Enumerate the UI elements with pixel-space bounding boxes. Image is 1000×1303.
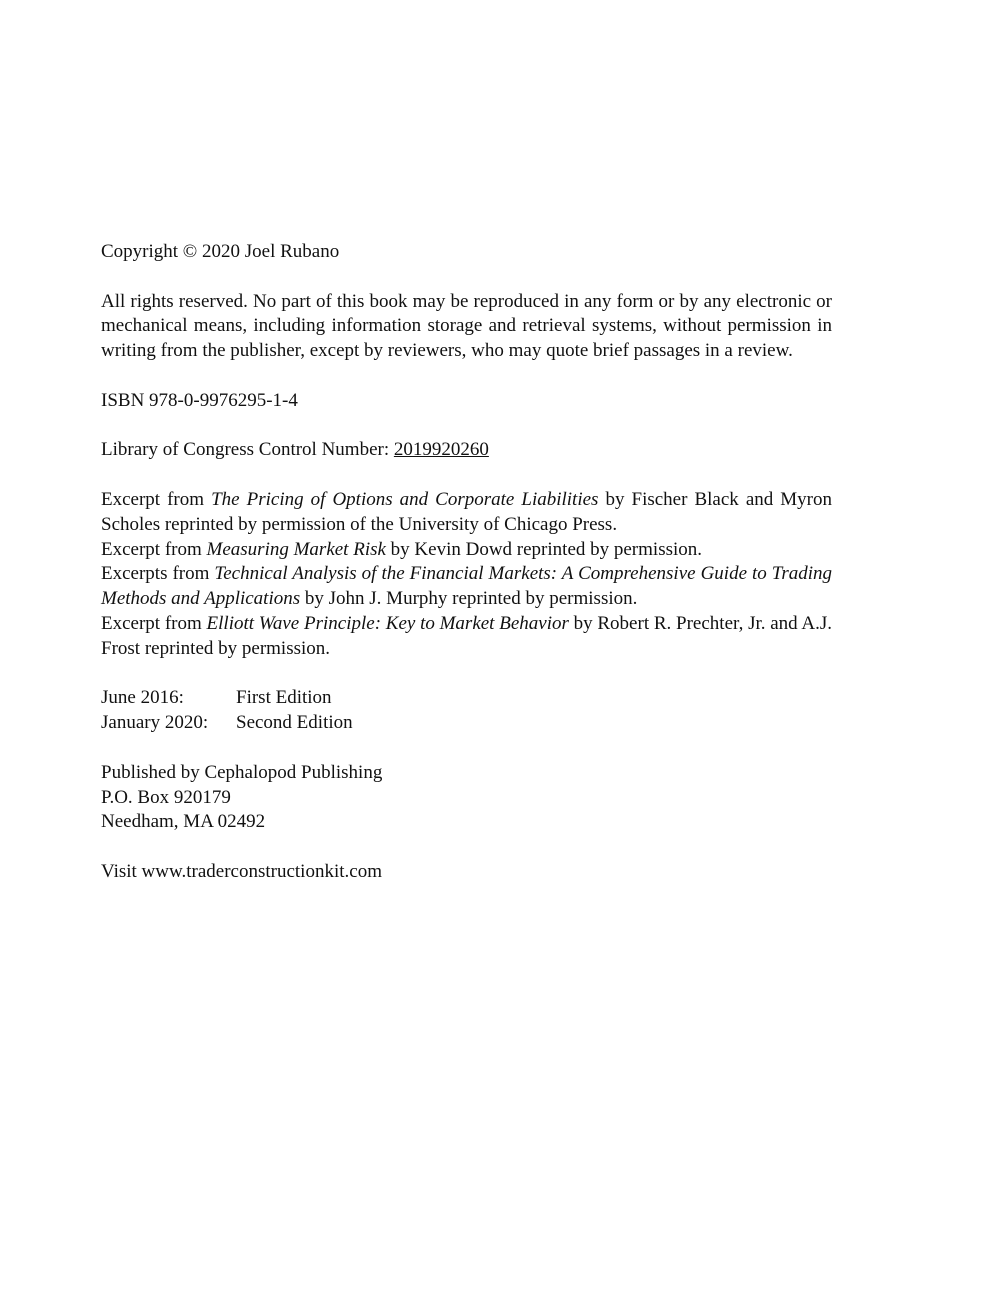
excerpt-suffix: by Robert R. Prechter, Jr. and A.J. Frost reprinted by permission. [101, 612, 833, 659]
edition-name: First Edition [236, 687, 332, 709]
excerpt-prefix: Excerpt from [101, 488, 212, 510]
excerpt-prefix: Excerpts from [101, 563, 215, 585]
publisher-pobox: P.O. Box 920179 [101, 786, 231, 808]
publisher-city: Needham, MA 02492 [101, 811, 266, 833]
excerpt-title: Measuring Market Risk [206, 538, 386, 560]
copyright-line: Copyright © 2020 Joel Rubano [101, 241, 340, 262]
edition-name: Second Edition [236, 712, 353, 734]
excerpt-item [101, 488, 832, 538]
excerpt-prefix: Excerpt from [101, 612, 207, 634]
loc-label: Library of Congress Control Number: [101, 439, 394, 461]
excerpt-item [101, 538, 832, 563]
excerpt-item [101, 612, 832, 662]
loc-number-link[interactable]: 2019920260 [393, 439, 489, 461]
edition-date: January 2020: [101, 712, 209, 734]
visit-line: Visit www.traderconstructionkit.com [101, 860, 382, 882]
editions-block [101, 686, 832, 736]
excerpt-prefix: Excerpt from [101, 538, 207, 560]
excerpt-title: The Pricing of Options and Corporate Liabilities [211, 488, 599, 510]
isbn-line: ISBN 978-0-9976295-1-4 [101, 389, 298, 411]
excerpt-item [101, 562, 832, 612]
loc-line [101, 438, 832, 463]
edition-date: June 2016: [101, 687, 184, 709]
edition-row [101, 686, 832, 711]
excerpt-suffix: by John J. Murphy reprinted by permission. [300, 588, 638, 610]
excerpts-block [101, 488, 832, 662]
excerpt-title: Technical Analysis of the Financial Markets: A Comprehensive Guide to Trading Methods and Applications [101, 563, 832, 610]
rights-paragraph: All rights reserved. No part of this book may be reproduced in any form or by any electronic or mechanical means, including information storage and retrieval systems, without permission in writing from the publisher, except by reviewers, who may quote brief passages in a review. [101, 290, 832, 362]
excerpt-title: Elliott Wave Principle: Key to Market Behavior [206, 612, 569, 634]
excerpt-suffix: by Fischer Black and Myron Scholes reprinted by permission of the University of Chicago Press. [101, 488, 833, 535]
copyright-page [101, 240, 832, 885]
edition-row [101, 711, 832, 736]
excerpt-suffix: by Kevin Dowd reprinted by permission. [385, 538, 703, 560]
publisher-block [101, 761, 832, 835]
publisher-name: Published by Cephalopod Publishing [101, 761, 383, 783]
